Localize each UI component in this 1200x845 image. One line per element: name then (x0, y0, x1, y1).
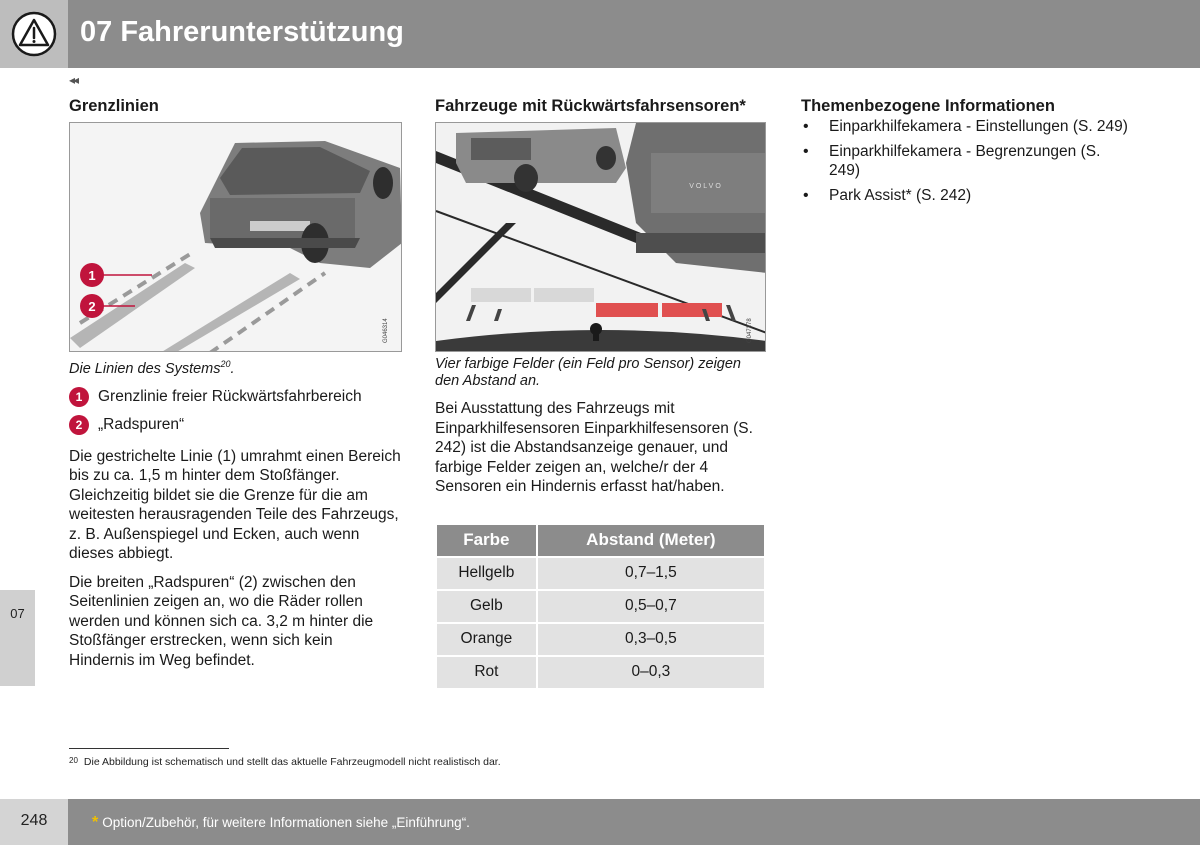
figure-caption: Die Linien des Systems$^{20}$. (69, 359, 235, 377)
body-paragraph: Bei Ausstattung des Fahrzeugs mit Einparkhilfesensoren Einparkhilfesensoren (S. 242) ist die Abstandsanzeige genauer, und farbige Felder zeigen an, welche/r der 4 Sensoren ein Hindernis erfasst hat/haben. (435, 400, 753, 495)
page-number-box (0, 799, 68, 845)
callout-item (69, 415, 402, 435)
back-arrows-icon[interactable]: ◂◂ (69, 73, 78, 87)
table-cell: Hellgelb (436, 557, 537, 590)
figure-code: G047278 (747, 318, 753, 343)
table-row (436, 656, 765, 689)
callout-text: „Radspuren“ (98, 415, 185, 433)
callout-badge: 2 (69, 415, 89, 435)
section-related-info (801, 97, 1131, 211)
table-cell: Rot (436, 656, 537, 689)
table-cell: 0–0,3 (537, 656, 765, 689)
related-link[interactable]: • Einparkhilfekamera - Begrenzungen (S. 249) (801, 142, 1131, 180)
table-header-cell: Abstand (Meter) (537, 524, 765, 557)
body-paragraph: Die gestrichelte Linie (1) umrahmt einen Bereich bis zu ca. 1,5 m hinter dem Stoßfänger. Gleichzeitig bildet sie die Grenze für die am weitesten herausragenden Teile des Fahrzeugs, z. B. Außenspiegel und Ecken, auch wenn dieses abbiegt. (69, 447, 401, 563)
callout-item (69, 387, 402, 407)
distance-table (435, 523, 766, 690)
section-heading: Grenzlinien (69, 97, 159, 115)
table-cell: Orange (436, 623, 537, 656)
table-cell: 0,7–1,5 (537, 557, 765, 590)
table-row (436, 623, 765, 656)
figure-code: G046314 (383, 318, 389, 343)
section-boundary-lines (69, 97, 402, 670)
chapter-side-tab-label: 07 (10, 606, 25, 621)
table-row (436, 590, 765, 623)
page-footer (0, 799, 1200, 845)
callout-text: Grenzlinie freier Rückwärtsfahrbereich (98, 387, 362, 405)
page-header (0, 0, 1200, 68)
table-cell: 0,3–0,5 (537, 623, 765, 656)
table-cell: 0,5–0,7 (537, 590, 765, 623)
svg-text:1: 1 (88, 268, 96, 283)
boundary-lines-figure (69, 122, 402, 352)
footnote-mark: 20 (69, 756, 78, 765)
related-link[interactable]: • Park Assist* (S. 242) (801, 186, 1131, 205)
svg-text:2: 2 (88, 299, 96, 314)
figure-caption: Vier farbige Felder (ein Feld pro Sensor) zeigen den Abstand an. (435, 356, 742, 389)
body-paragraph: Die breiten „Radspuren“ (2) zwischen den Seitenlinien zeigen an, wo die Räder rollen werden und können sich ca. 3,2 m hinter die Stoßfänger erstrecken, wenn sich kein Hindernis im Weg befindet. (69, 573, 374, 669)
related-link[interactable]: • Einparkhilfekamera - Einstellungen (S. 249) (801, 117, 1131, 136)
footer-bar (68, 799, 1200, 845)
warning-triangle-icon (11, 11, 57, 57)
svg-text:VOLVO: VOLVO (689, 183, 723, 190)
footnote (69, 756, 501, 768)
chapter-side-tab (0, 590, 35, 686)
chapter-title: 07 Fahrerunterstützung (80, 16, 404, 48)
table-header-cell: Farbe (436, 524, 537, 557)
warning-icon-box (0, 0, 68, 68)
footer-note (92, 814, 470, 832)
table-row (436, 557, 765, 590)
section-heading: Fahrzeuge mit Rückwärtsfahrsensoren* (435, 97, 746, 115)
sensor-camera-figure (435, 122, 766, 352)
table-header-row (436, 524, 765, 557)
car-reversing-illustration (70, 123, 402, 352)
related-links-list (801, 117, 1131, 205)
page-number: 248 (20, 812, 48, 829)
section-sensors (435, 97, 766, 690)
footnote-text: Die Abbildung ist schematisch und stellt das aktuelle Fahrzeugmodell nicht realistisch dar. (83, 756, 501, 768)
section-heading: Themenbezogene Informationen (801, 97, 1055, 115)
footnote-divider (69, 748, 229, 749)
footer-note-text: Option/Zubehör, für weitere Informationen siehe „Einführung“. (102, 815, 470, 830)
table-cell: Gelb (436, 590, 537, 623)
callout-badge: 1 (69, 387, 89, 407)
camera-view-illustration (436, 123, 766, 352)
footnote-ref: 20 (220, 359, 231, 369)
star-icon: * (92, 814, 99, 831)
